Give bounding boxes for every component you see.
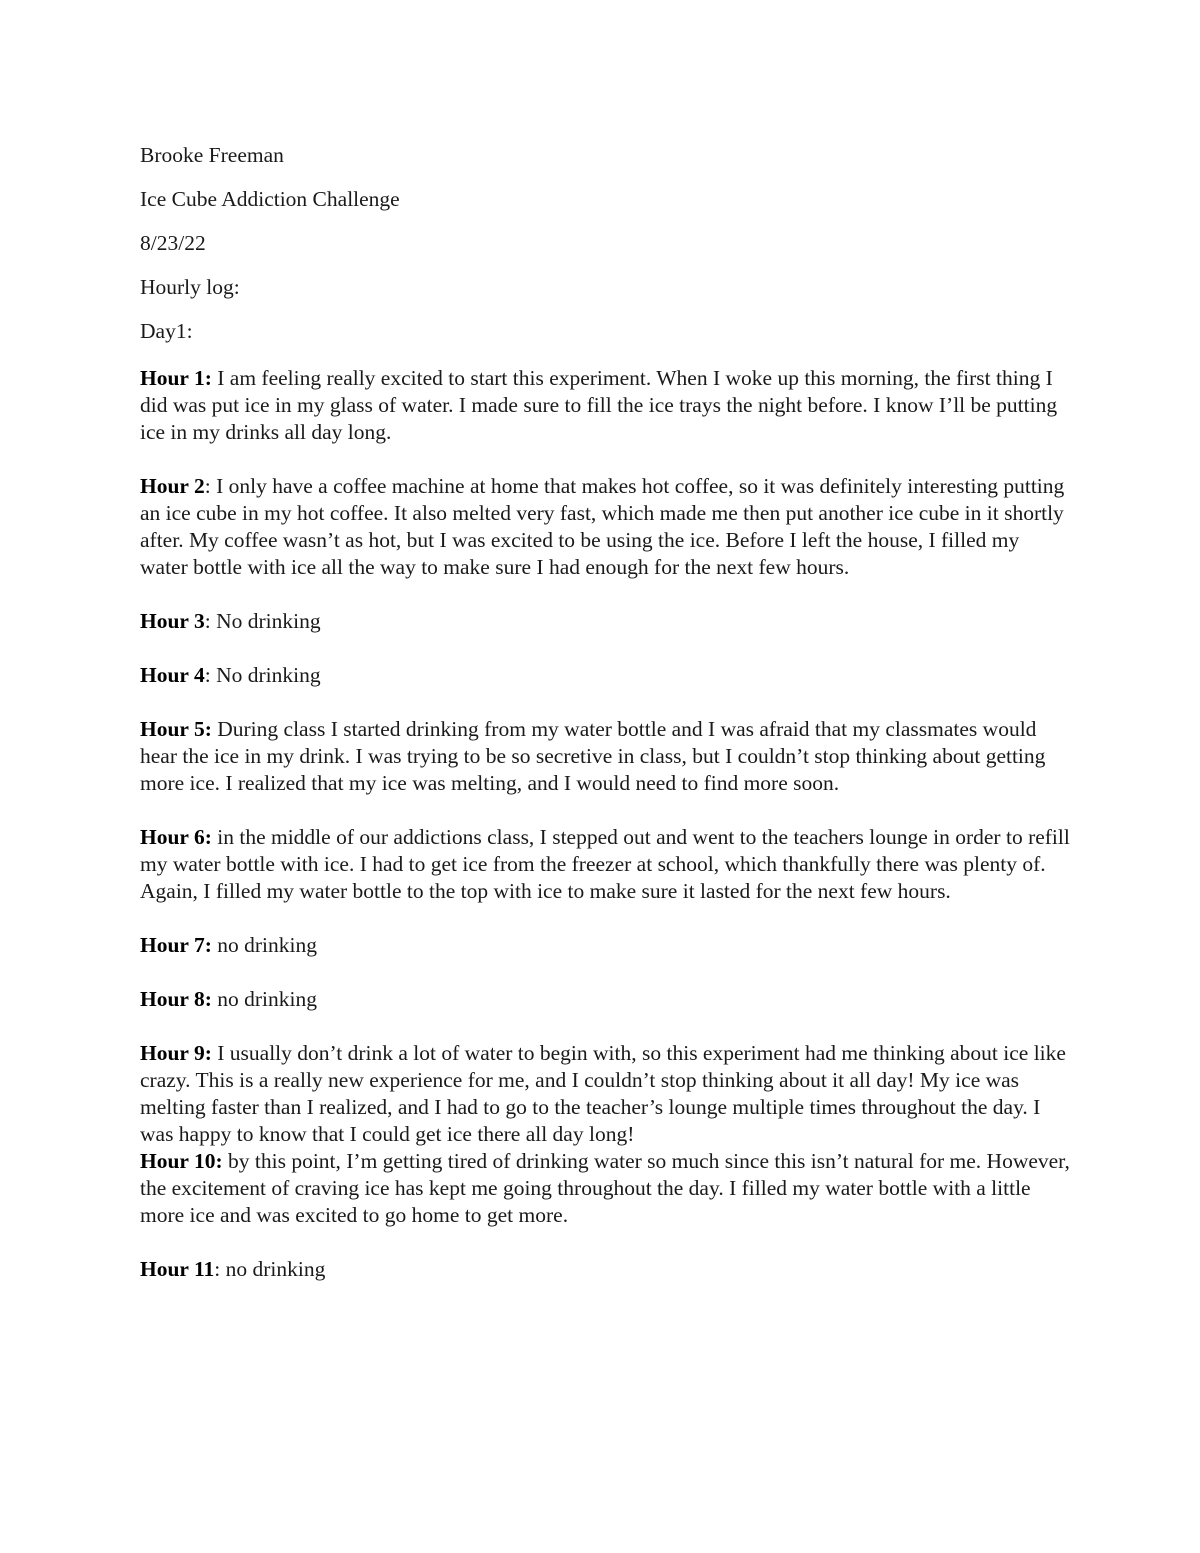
hour-label: Hour 9:	[140, 1041, 212, 1065]
hour-label: Hour 10:	[140, 1149, 223, 1173]
hour-label: Hour 3	[140, 609, 205, 633]
hour-text: I usually don’t drink a lot of water to begin with, so this experiment had me thinking about ice like crazy. This is a really new experience for me, and I couldn’t stop thinking about it all day! My ice was melting faster than I realized, and I had to go to the teacher’s lounge multiple times throughout the day. I was happy to know that I could get ice there all day long!	[140, 1041, 1066, 1146]
hour-separator: :	[214, 1257, 221, 1281]
hour-label: Hour 8:	[140, 987, 212, 1011]
log-entry-hour-9	[140, 1040, 1070, 1148]
hour-label: Hour 7:	[140, 933, 212, 957]
hour-text: no drinking	[211, 933, 317, 957]
log-entry-hour-1	[140, 365, 1070, 446]
document-body	[140, 142, 1070, 1310]
hour-label: Hour 1:	[140, 366, 212, 390]
hour-text: No drinking	[210, 663, 321, 687]
log-entry-hour-11	[140, 1256, 1070, 1283]
log-entry-hour-5	[140, 716, 1070, 797]
hour-label: Hour 4	[140, 663, 205, 687]
log-entry-hour-3	[140, 608, 1070, 635]
hour-text: no drinking	[211, 987, 317, 1011]
log-heading: Hourly log:	[140, 275, 240, 299]
log-entry-hour-10	[140, 1148, 1070, 1229]
hour-text: by this point, I’m getting tired of drinking water so much since this isn’t natural for me. However, the excitement of craving ice has kept me going throughout the day. I filled my water bottle with a little more ice and was excited to go home to get more.	[140, 1149, 1070, 1227]
hour-text: I am feeling really excited to start this experiment. When I woke up this morning, the first thing I did was put ice in my glass of water. I made sure to fill the ice trays the night before. I know I’ll be putting ice in my drinks all day long.	[140, 366, 1058, 444]
hour-label: Hour 2	[140, 474, 205, 498]
log-entry-hour-8	[140, 986, 1070, 1013]
hour-separator: :	[204, 474, 211, 498]
log-entry-hour-6	[140, 824, 1070, 905]
log-entry-hour-7	[140, 932, 1070, 959]
hour-label: Hour 6:	[140, 825, 212, 849]
hour-text: no drinking	[220, 1257, 326, 1281]
hour-text: I only have a coffee machine at home that makes hot coffee, so it was definitely interesting putting an ice cube in my hot coffee. It also melted very fast, which made me then put another ice cube in it shortly after. My coffee wasn’t as hot, but I was excited to be using the ice. Before I left the house, I filled my water bottle with ice all the way to make sure I had enough for the next few hours.	[140, 474, 1065, 579]
hour-label: Hour 5:	[140, 717, 212, 741]
hour-text: During class I started drinking from my water bottle and I was afraid that my classmates would hear the ice in my drink. I was trying to be so secretive in class, but I couldn’t stop thinking about getting more ice. I realized that my ice was melting, and I would need to find more soon.	[140, 717, 1046, 795]
hour-text: No drinking	[210, 609, 321, 633]
log-entry-hour-4	[140, 662, 1070, 689]
hour-label: Hour 11	[140, 1257, 215, 1281]
document-date: 8/23/22	[140, 231, 206, 255]
log-entry-hour-2	[140, 473, 1070, 581]
hour-separator: :	[204, 609, 211, 633]
day-heading: Day1:	[140, 319, 193, 343]
hour-text: in the middle of our addictions class, I stepped out and went to the teachers lounge in order to refill my water bottle with ice. I had to get ice from the freezer at school, which thankfully there was plenty of. Again, I filled my water bottle to the top with ice to make sure it lasted for the next few hours.	[140, 825, 1070, 903]
hour-separator: :	[204, 663, 211, 687]
author-name: Brooke Freeman	[140, 143, 284, 167]
document-title: Ice Cube Addiction Challenge	[140, 187, 400, 211]
